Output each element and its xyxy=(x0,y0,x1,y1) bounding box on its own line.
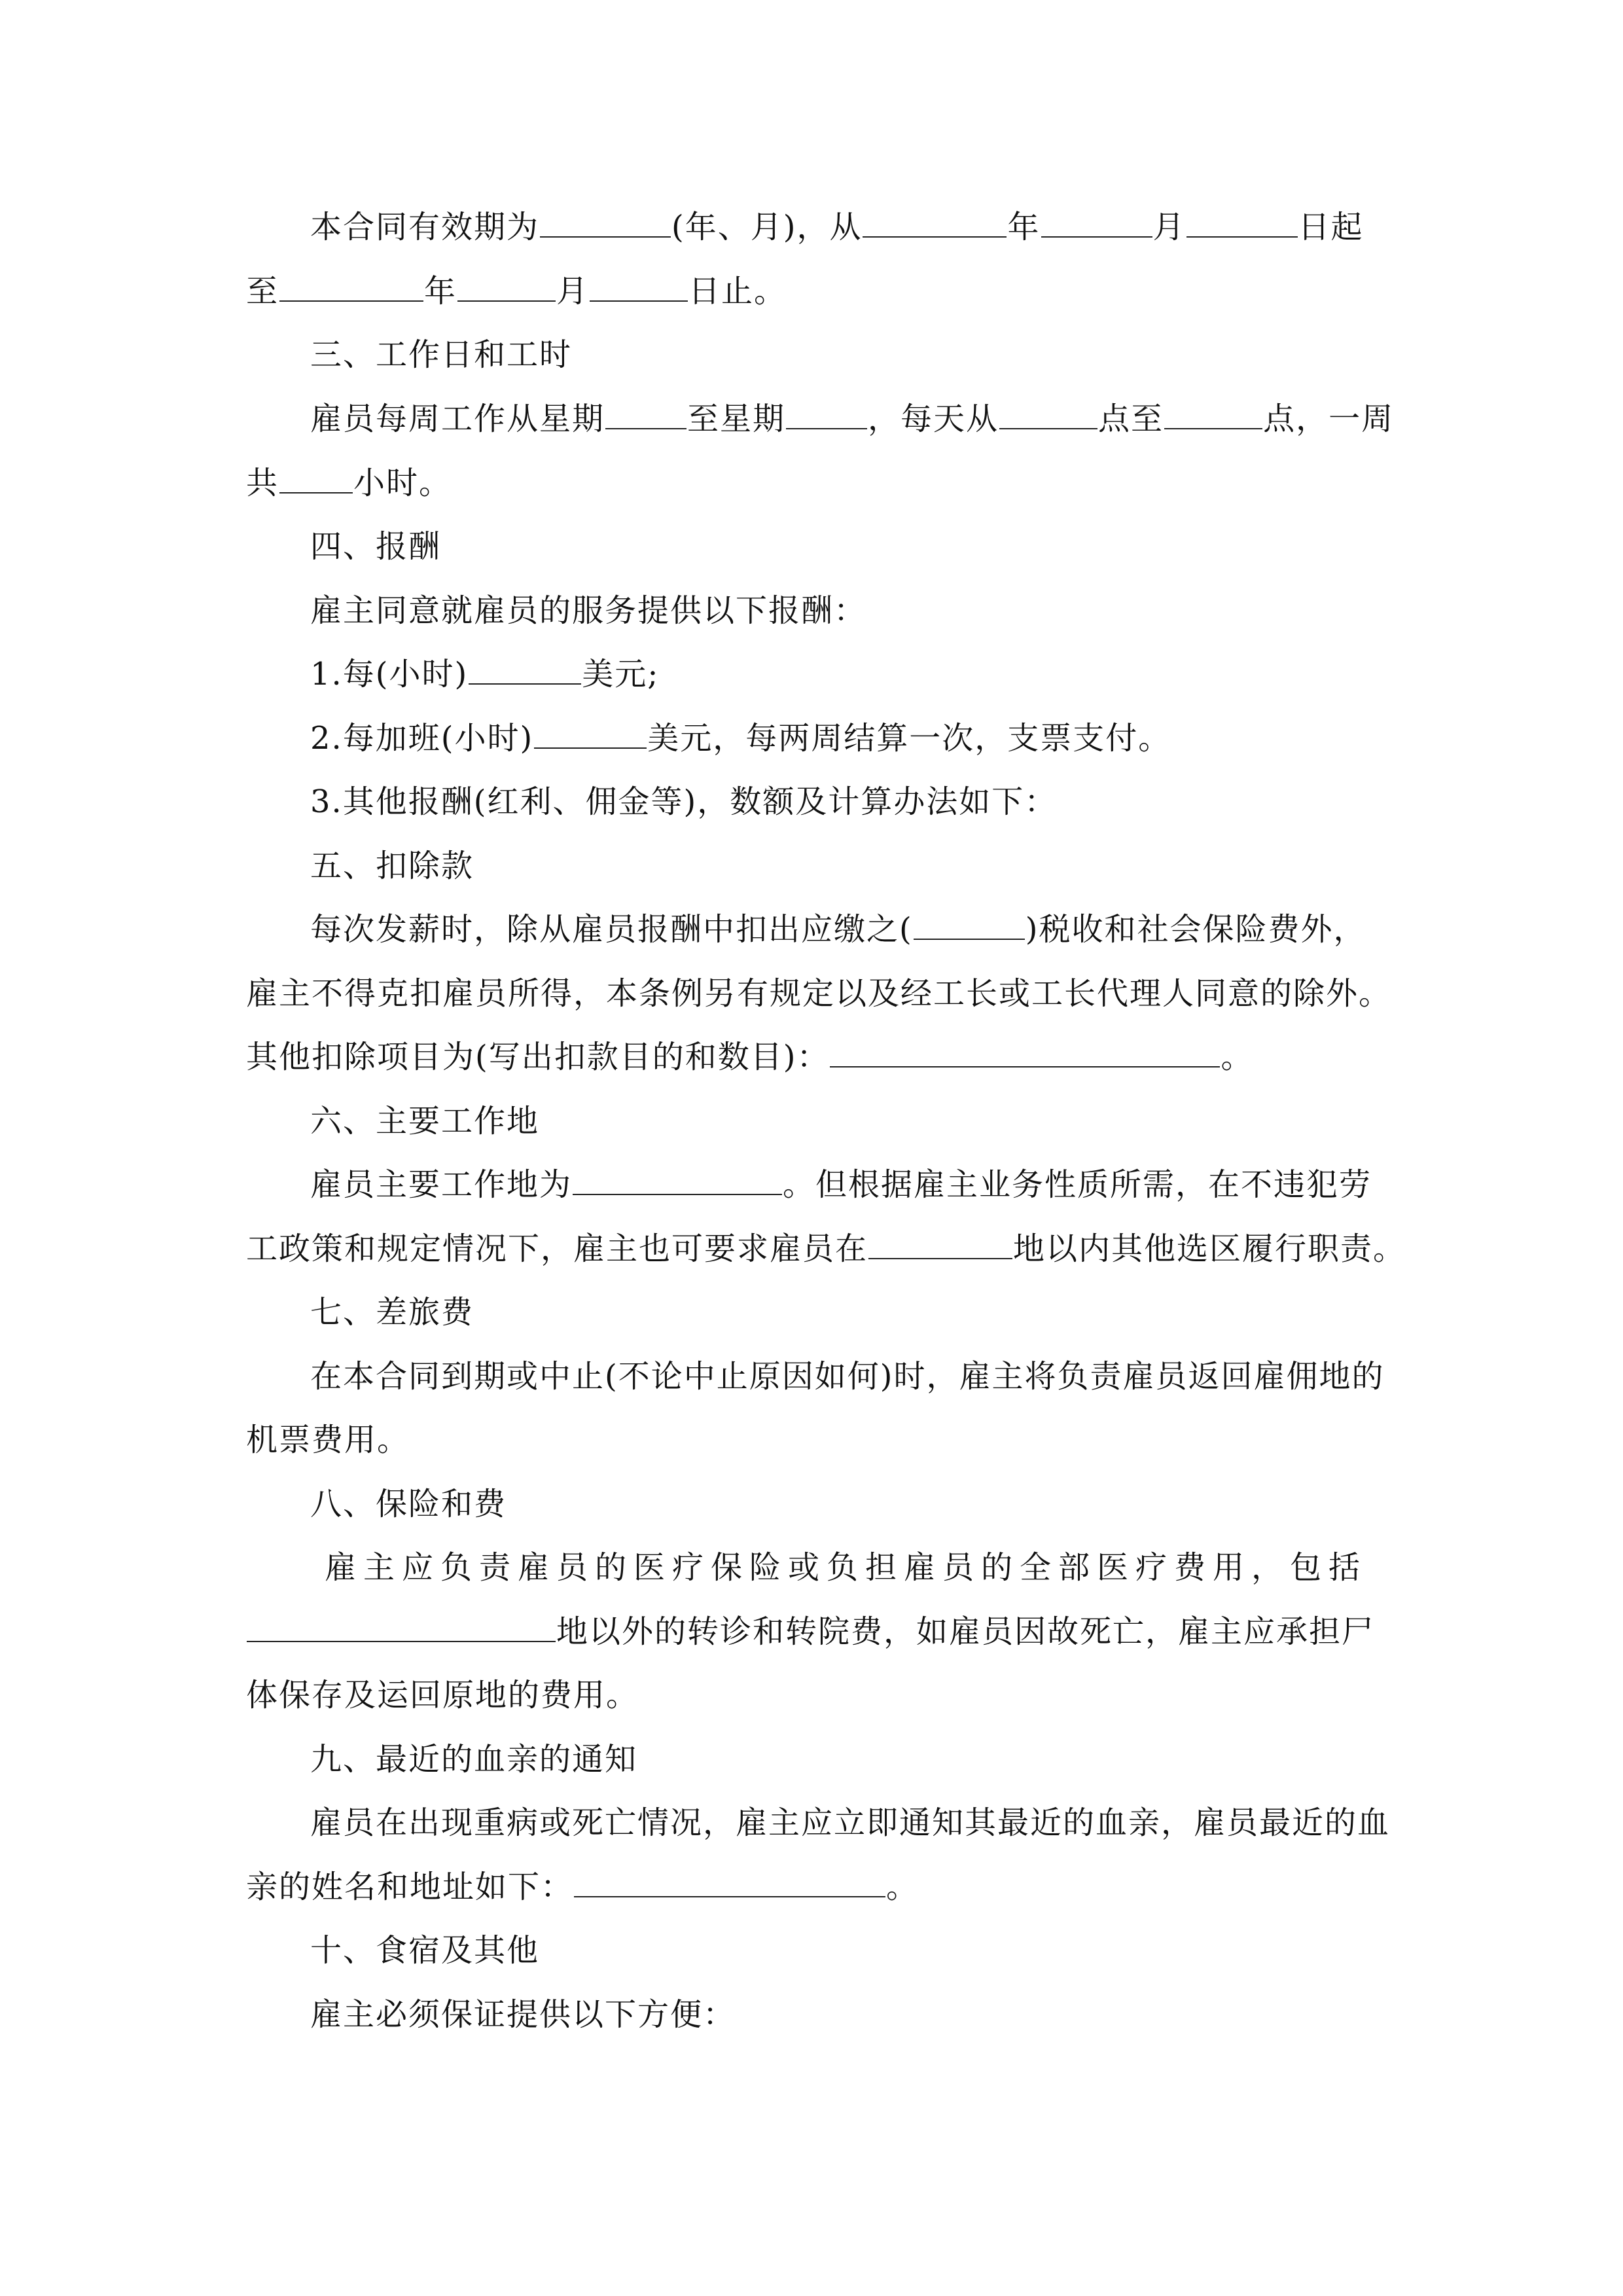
text: 亲的姓名和地址如下： xyxy=(246,1869,574,1905)
hours-line-1 xyxy=(310,399,1394,439)
term-line-1 xyxy=(310,207,1364,247)
blank-field[interactable] xyxy=(469,656,581,685)
section-5-heading: 五、扣除款 xyxy=(310,848,474,884)
text: 美元，每两周结算一次，支票支付。 xyxy=(647,720,1171,757)
facilities-line: 雇主必须保证提供以下方便： xyxy=(310,1996,736,2033)
text: (年、月)，从 xyxy=(671,209,863,245)
section-8-heading: 八、保险和费 xyxy=(310,1486,507,1522)
text: 年 xyxy=(424,273,457,310)
blank-field[interactable] xyxy=(247,1613,556,1642)
blank-field[interactable] xyxy=(914,911,1025,940)
pay-item-1 xyxy=(310,655,659,694)
text: 雇员每周工作从星期 xyxy=(310,401,605,437)
section-7-heading: 七、差旅费 xyxy=(310,1294,474,1331)
text: 地以内其他选区履行职责。 xyxy=(1013,1230,1406,1267)
kin-line-2 xyxy=(246,1867,919,1907)
insurance-line-1: 雇主应负责雇员的医疗保险或负担雇员的全部医疗费用，包括 xyxy=(325,1549,1368,1586)
blank-field[interactable] xyxy=(540,209,671,238)
blank-field[interactable] xyxy=(590,273,688,302)
text: 。 xyxy=(1221,1039,1254,1075)
blank-field[interactable] xyxy=(574,1869,885,1897)
text: 月 xyxy=(1152,209,1186,245)
hours-line-2 xyxy=(246,463,452,503)
text: 月 xyxy=(556,273,590,310)
insurance-line-2 xyxy=(246,1612,1374,1651)
workplace-line-1 xyxy=(310,1165,1372,1204)
workplace-line-2 xyxy=(246,1229,1406,1268)
deduction-line-3 xyxy=(246,1037,1253,1077)
section-3-heading: 三、工作日和工时 xyxy=(310,336,573,373)
text: ，每天从 xyxy=(868,401,999,437)
text: 日止。 xyxy=(688,273,787,310)
blank-field[interactable] xyxy=(573,1166,782,1195)
blank-field[interactable] xyxy=(605,401,687,429)
blank-field[interactable] xyxy=(279,273,423,302)
section-9-heading: 九、最近的血亲的通知 xyxy=(310,1741,638,1778)
blank-field[interactable] xyxy=(999,401,1097,429)
blank-field[interactable] xyxy=(534,720,647,749)
blank-field[interactable] xyxy=(1186,209,1298,238)
text: 1.每(小时) xyxy=(310,656,469,692)
travel-line-1: 在本合同到期或中止(不论中止原因如何)时，雇主将负责雇员返回雇佣地的 xyxy=(310,1358,1385,1395)
text: 。 xyxy=(886,1869,919,1905)
blank-field[interactable] xyxy=(786,401,867,429)
text: 小时。 xyxy=(353,465,452,501)
blank-field[interactable] xyxy=(279,465,353,493)
text: 年 xyxy=(1007,209,1041,245)
section-10-heading: 十、食宿及其他 xyxy=(310,1932,540,1969)
insurance-line-3: 体保存及运回原地的费用。 xyxy=(246,1677,639,1713)
text: 雇员主要工作地为 xyxy=(310,1166,573,1203)
text: 地以外的转诊和转院费，如雇员因故死亡，雇主应承担尸 xyxy=(556,1613,1375,1650)
deduction-line-2: 雇主不得克扣雇员所得，本条例另有规定以及经工长或工长代理人同意的除外。 xyxy=(246,975,1392,1012)
text: 工政策和规定情况下，雇主也可要求雇员在 xyxy=(246,1230,868,1267)
text: 本合同有效期为 xyxy=(310,209,540,245)
text: 共 xyxy=(246,465,279,501)
blank-field[interactable] xyxy=(1164,401,1262,429)
section-4-heading: 四、报酬 xyxy=(310,528,442,565)
term-line-2 xyxy=(246,272,787,311)
text: 其他扣除项目为(写出扣款目的和数目)： xyxy=(246,1039,830,1075)
kin-line-1: 雇员在出现重病或死亡情况，雇主应立即通知其最近的血亲，雇员最近的血 xyxy=(310,1804,1391,1841)
section-6-heading: 六、主要工作地 xyxy=(310,1103,540,1139)
text: 每次发薪时，除从雇员报酬中扣出应缴之( xyxy=(310,911,913,948)
travel-line-2: 机票费用。 xyxy=(246,1422,410,1458)
pay-intro: 雇主同意就雇员的服务提供以下报酬： xyxy=(310,592,867,629)
text: 点，一周 xyxy=(1263,401,1395,437)
text: 2.每加班(小时) xyxy=(310,720,534,757)
text: 美元; xyxy=(582,656,660,692)
blank-field[interactable] xyxy=(457,273,556,302)
pay-item-3: 3.其他报酬(红利、佣金等)，数额及计算办法如下： xyxy=(310,783,1058,820)
text: 。但根据雇主业务性质所需，在不违犯劳 xyxy=(783,1166,1372,1203)
text: )税收和社会保险费外， xyxy=(1025,911,1366,948)
pay-item-2 xyxy=(310,719,1171,758)
text: 至星期 xyxy=(687,401,786,437)
text: 至 xyxy=(246,273,279,310)
blank-field[interactable] xyxy=(863,209,1007,238)
deduction-line-1 xyxy=(310,910,1366,949)
text: 日起 xyxy=(1298,209,1364,245)
blank-field[interactable] xyxy=(830,1039,1220,1067)
text: 点至 xyxy=(1098,401,1164,437)
blank-field[interactable] xyxy=(868,1230,1012,1259)
blank-field[interactable] xyxy=(1041,209,1152,238)
